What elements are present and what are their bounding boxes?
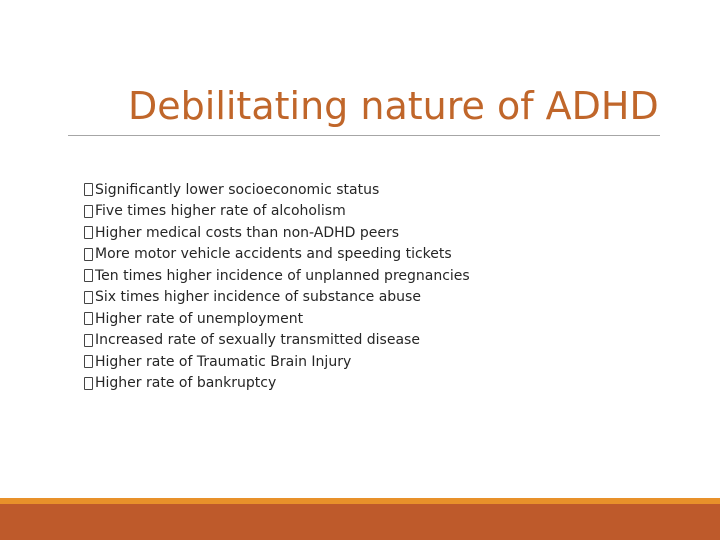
bullet-icon	[84, 226, 93, 239]
list-item-text: Higher rate of bankruptcy	[95, 375, 277, 392]
list-item	[84, 287, 470, 309]
list-item-text: Five times higher rate of alcoholism	[95, 203, 346, 220]
list-item	[84, 330, 470, 352]
list-item	[84, 244, 470, 266]
list-item-text: Higher rate of unemployment	[95, 310, 304, 327]
list-item	[84, 201, 470, 223]
list-item-text: Six times higher incidence of substance abuse	[95, 289, 421, 306]
bullet-icon	[84, 334, 93, 347]
list-item	[84, 351, 470, 373]
bullet-icon	[84, 291, 93, 304]
list-item-text: More motor vehicle accidents and speeding tickets	[95, 246, 452, 263]
bullet-list	[84, 179, 470, 394]
bullet-icon	[84, 377, 93, 390]
bullet-icon	[84, 355, 93, 368]
bullet-icon	[84, 312, 93, 325]
title-divider	[68, 135, 660, 136]
list-item-text: Higher medical costs than non-ADHD peers	[95, 224, 400, 241]
list-item	[84, 373, 470, 395]
list-item	[84, 179, 470, 201]
footer-band	[0, 504, 720, 540]
bullet-icon	[84, 205, 93, 218]
slide-title: Debilitating nature of ADHD	[128, 84, 659, 128]
list-item-text: Ten times higher incidence of unplanned pregnancies	[95, 267, 470, 284]
list-item-text: Increased rate of sexually transmitted disease	[95, 332, 420, 349]
list-item-text: Significantly lower socioeconomic status	[95, 181, 380, 198]
list-item	[84, 308, 470, 330]
bullet-icon	[84, 269, 93, 282]
list-item	[84, 265, 470, 287]
bullet-icon	[84, 183, 93, 196]
list-item-text: Higher rate of Traumatic Brain Injury	[95, 353, 352, 370]
list-item	[84, 222, 470, 244]
bullet-icon	[84, 248, 93, 261]
